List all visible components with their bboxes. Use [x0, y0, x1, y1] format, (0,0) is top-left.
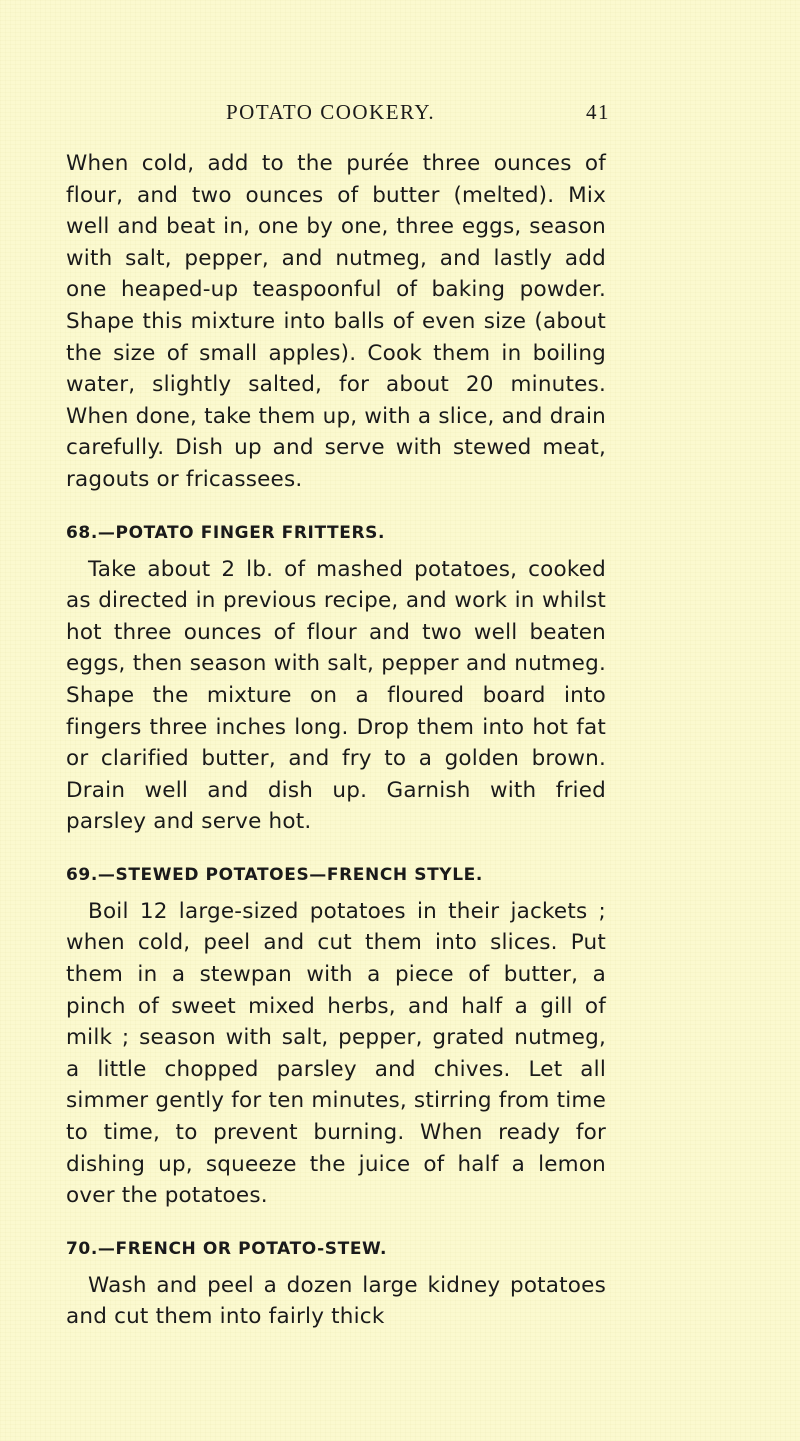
page-content [66, 100, 610, 1333]
running-head [66, 100, 610, 134]
recipe-69-heading: 69.—STEWED POTATOES—FRENCH STYLE. [66, 864, 483, 885]
recipe-70-paragraph: Wash and peel a dozen large kidney potatoes and cut them into fairly thick [66, 1272, 606, 1330]
recipe-70-heading: 70.—FRENCH OR POTATO-STEW. [66, 1238, 388, 1259]
recipe-69-paragraph: Boil 12 large-sized potatoes in their jackets ; when cold, peel and cut them into slices. Put them in a stewpan with a piece of butter, a pinch of sweet mixed herbs, and half a gill of milk ; season with salt, pepper, grated nutmeg, a little chopped parsley and chives. Let all simmer gently for ten minutes, stirring from time to time, to prevent burning. When ready for dishing up, squeeze the juice of half a lemon over the potatoes. [66, 898, 606, 1209]
recipe-68-heading: 68.—POTATO FINGER FRITTERS. [66, 522, 386, 543]
page-number: 41 [586, 100, 610, 124]
recipe-68-paragraph: Take about 2 lb. of mashed potatoes, cooked as directed in previous recipe, and work in whilst hot three ounces of flour and two well beaten eggs, then season with salt, pepper and nutmeg. Shape the mixture on a floured board into fingers three inches long. Drop them into hot fat or clarified butter, and fry to a golden brown. Drain well and dish up. Garnish with fried parsley and serve hot. [66, 556, 606, 835]
intro-paragraph: When cold, add to the purée three ounces of flour, and two ounces of butter (melted). Mix well and beat in, one by one, three eggs, season with salt, pepper, and nutmeg, and lastly add one heaped-up teaspoonful of baking powder. Shape this mixture into balls of even size (about the size of small apples). Cook them in boiling water, slightly salted, for about 20 minutes. When done, take them up, with a slice, and drain carefully. Dish up and serve with stewed meat, ragouts or fricassees. [66, 151, 606, 492]
running-title: POTATO COOKERY. [226, 100, 436, 124]
